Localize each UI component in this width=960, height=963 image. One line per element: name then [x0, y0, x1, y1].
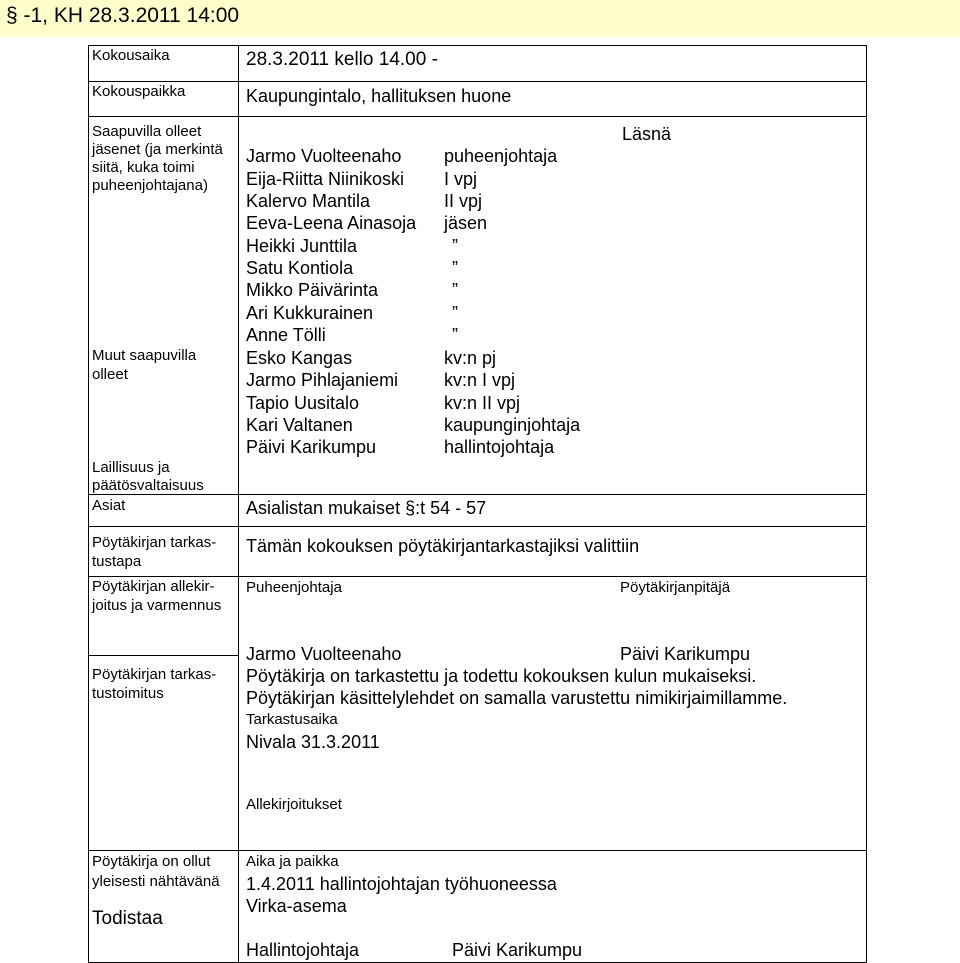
tarkastustoimitus-label-line: Pöytäkirjan tarkas-: [92, 666, 217, 683]
puheenjohtaja-title: Puheenjohtaja: [246, 579, 342, 596]
virka-asema-label: Virka-asema: [246, 896, 347, 916]
allekirjoitus-label-line: Pöytäkirjan allekir-: [92, 578, 215, 595]
ditto-mark: ”: [452, 280, 458, 300]
laillisuus-label-line: Laillisuus ja: [92, 459, 170, 476]
tarkastettu-statement: Pöytäkirja on tarkastettu ja todettu kokouksen kulun mukaiseksi.: [246, 666, 757, 686]
table-border-right: [866, 45, 867, 963]
member-name: Jarmo Vuolteenaho: [246, 146, 402, 166]
saapuvilla-label-line: Saapuvilla olleet: [92, 123, 202, 140]
tarkastustapa-value: Tämän kokouksen pöytäkirjantarkastajiksi valittiin: [246, 536, 640, 556]
saapuvilla-label-line: jäsenet (ja merkintä: [92, 141, 223, 158]
row-divider: [88, 850, 867, 851]
member-name: Eeva-Leena Ainasoja: [246, 213, 417, 233]
allekirjoitus-label-line: joitus ja varmennus: [92, 597, 222, 614]
ditto-mark: ”: [452, 325, 458, 345]
kokousaika-label: Kokousaika: [92, 47, 170, 64]
attendee-role: kaupunginjohtaja: [444, 415, 581, 435]
tarkastusaika-value: Nivala 31.3.2011: [246, 732, 380, 752]
tarkastusaika-label: Tarkastusaika: [246, 711, 338, 728]
page-header-bar: [0, 0, 960, 37]
member-role: I vpj: [444, 169, 478, 189]
member-name: Eija-Riitta Niinikoski: [246, 169, 405, 189]
ditto-mark: ”: [452, 258, 458, 278]
tarkastustapa-label-line: Pöytäkirjan tarkas-: [92, 534, 217, 551]
aika-ja-paikka-label: Aika ja paikka: [246, 853, 339, 870]
tarkastustoimitus-label-line: tustoimitus: [92, 685, 164, 702]
member-name: Kalervo Mantila: [246, 191, 371, 211]
member-name: Anne Tölli: [246, 325, 326, 345]
row-divider: [88, 494, 867, 495]
row-divider: [88, 655, 239, 656]
nahtavana-label-line: yleisesti nähtävänä: [92, 873, 220, 890]
row-divider: [88, 81, 867, 82]
nahtavana-label-line: Pöytäkirja on ollut: [92, 853, 211, 870]
attendee-role: hallintojohtaja: [444, 437, 555, 457]
muut-label-line: olleet: [92, 366, 128, 383]
member-name: Satu Kontiola: [246, 258, 354, 278]
kokouspaikka-value: Kaupungintalo, hallituksen huone: [246, 86, 512, 106]
attendee-name: Päivi Karikumpu: [246, 437, 377, 457]
todistaa-label: Todistaa: [92, 908, 163, 929]
row-divider: [88, 576, 867, 577]
ditto-mark: ”: [452, 236, 458, 256]
table-border-top: [88, 45, 867, 46]
member-name: Mikko Päivärinta: [246, 280, 379, 300]
kokouspaikka-label: Kokouspaikka: [92, 83, 186, 100]
member-role: II vpj: [444, 191, 483, 211]
attendee-role: kv:n II vpj: [444, 393, 521, 413]
asiat-value: Asialistan mukaiset §:t 54 - 57: [246, 498, 487, 518]
saapuvilla-label-line: siitä, kuka toimi: [92, 159, 195, 176]
attendee-name: Esko Kangas: [246, 348, 353, 368]
virka-name: Päivi Karikumpu: [452, 940, 583, 960]
column-divider: [238, 45, 239, 963]
attendee-name: Tapio Uusitalo: [246, 393, 360, 413]
table-border-left: [88, 45, 89, 963]
member-role: puheenjohtaja: [444, 146, 558, 166]
laillisuus-label-line: päätösvaltaisuus: [92, 477, 204, 494]
member-name: Ari Kukkurainen: [246, 303, 374, 323]
saapuvilla-label-line: puheenjohtajana): [92, 177, 208, 194]
allekirjoitukset-label: Allekirjoitukset: [246, 796, 342, 813]
aika-ja-paikka-value: 1.4.2011 hallintojohtajan työhuoneessa: [246, 874, 557, 894]
row-divider: [88, 116, 867, 117]
row-divider: [88, 526, 867, 527]
attendee-name: Kari Valtanen: [246, 415, 353, 435]
kasittelylehdet-statement: Pöytäkirjan käsittelylehdet on samalla varustettu nimikirjaimillamme.: [246, 688, 788, 708]
attendee-role: kv:n pj: [444, 348, 497, 368]
ditto-mark: ”: [452, 303, 458, 323]
attendee-role: kv:n I vpj: [444, 370, 516, 390]
kokousaika-value: 28.3.2011 kello 14.00 -: [246, 49, 438, 70]
puheenjohtaja-name: Jarmo Vuolteenaho: [246, 644, 402, 664]
page-header-text: § -1, KH 28.3.2011 14:00: [6, 4, 240, 27]
poytakirjanpitaja-title: Pöytäkirjanpitäjä: [620, 579, 731, 596]
attendee-name: Jarmo Pihlajaniemi: [246, 370, 399, 390]
asiat-label: Asiat: [92, 497, 126, 514]
virka-title: Hallintojohtaja: [246, 940, 360, 960]
poytakirjanpitaja-name: Päivi Karikumpu: [620, 644, 751, 664]
lasna-heading: Läsnä: [622, 124, 672, 144]
member-name: Heikki Junttila: [246, 236, 358, 256]
tarkastustapa-label-line: tustapa: [92, 553, 142, 570]
member-role: jäsen: [444, 213, 488, 233]
muut-label-line: Muut saapuvilla: [92, 347, 197, 364]
